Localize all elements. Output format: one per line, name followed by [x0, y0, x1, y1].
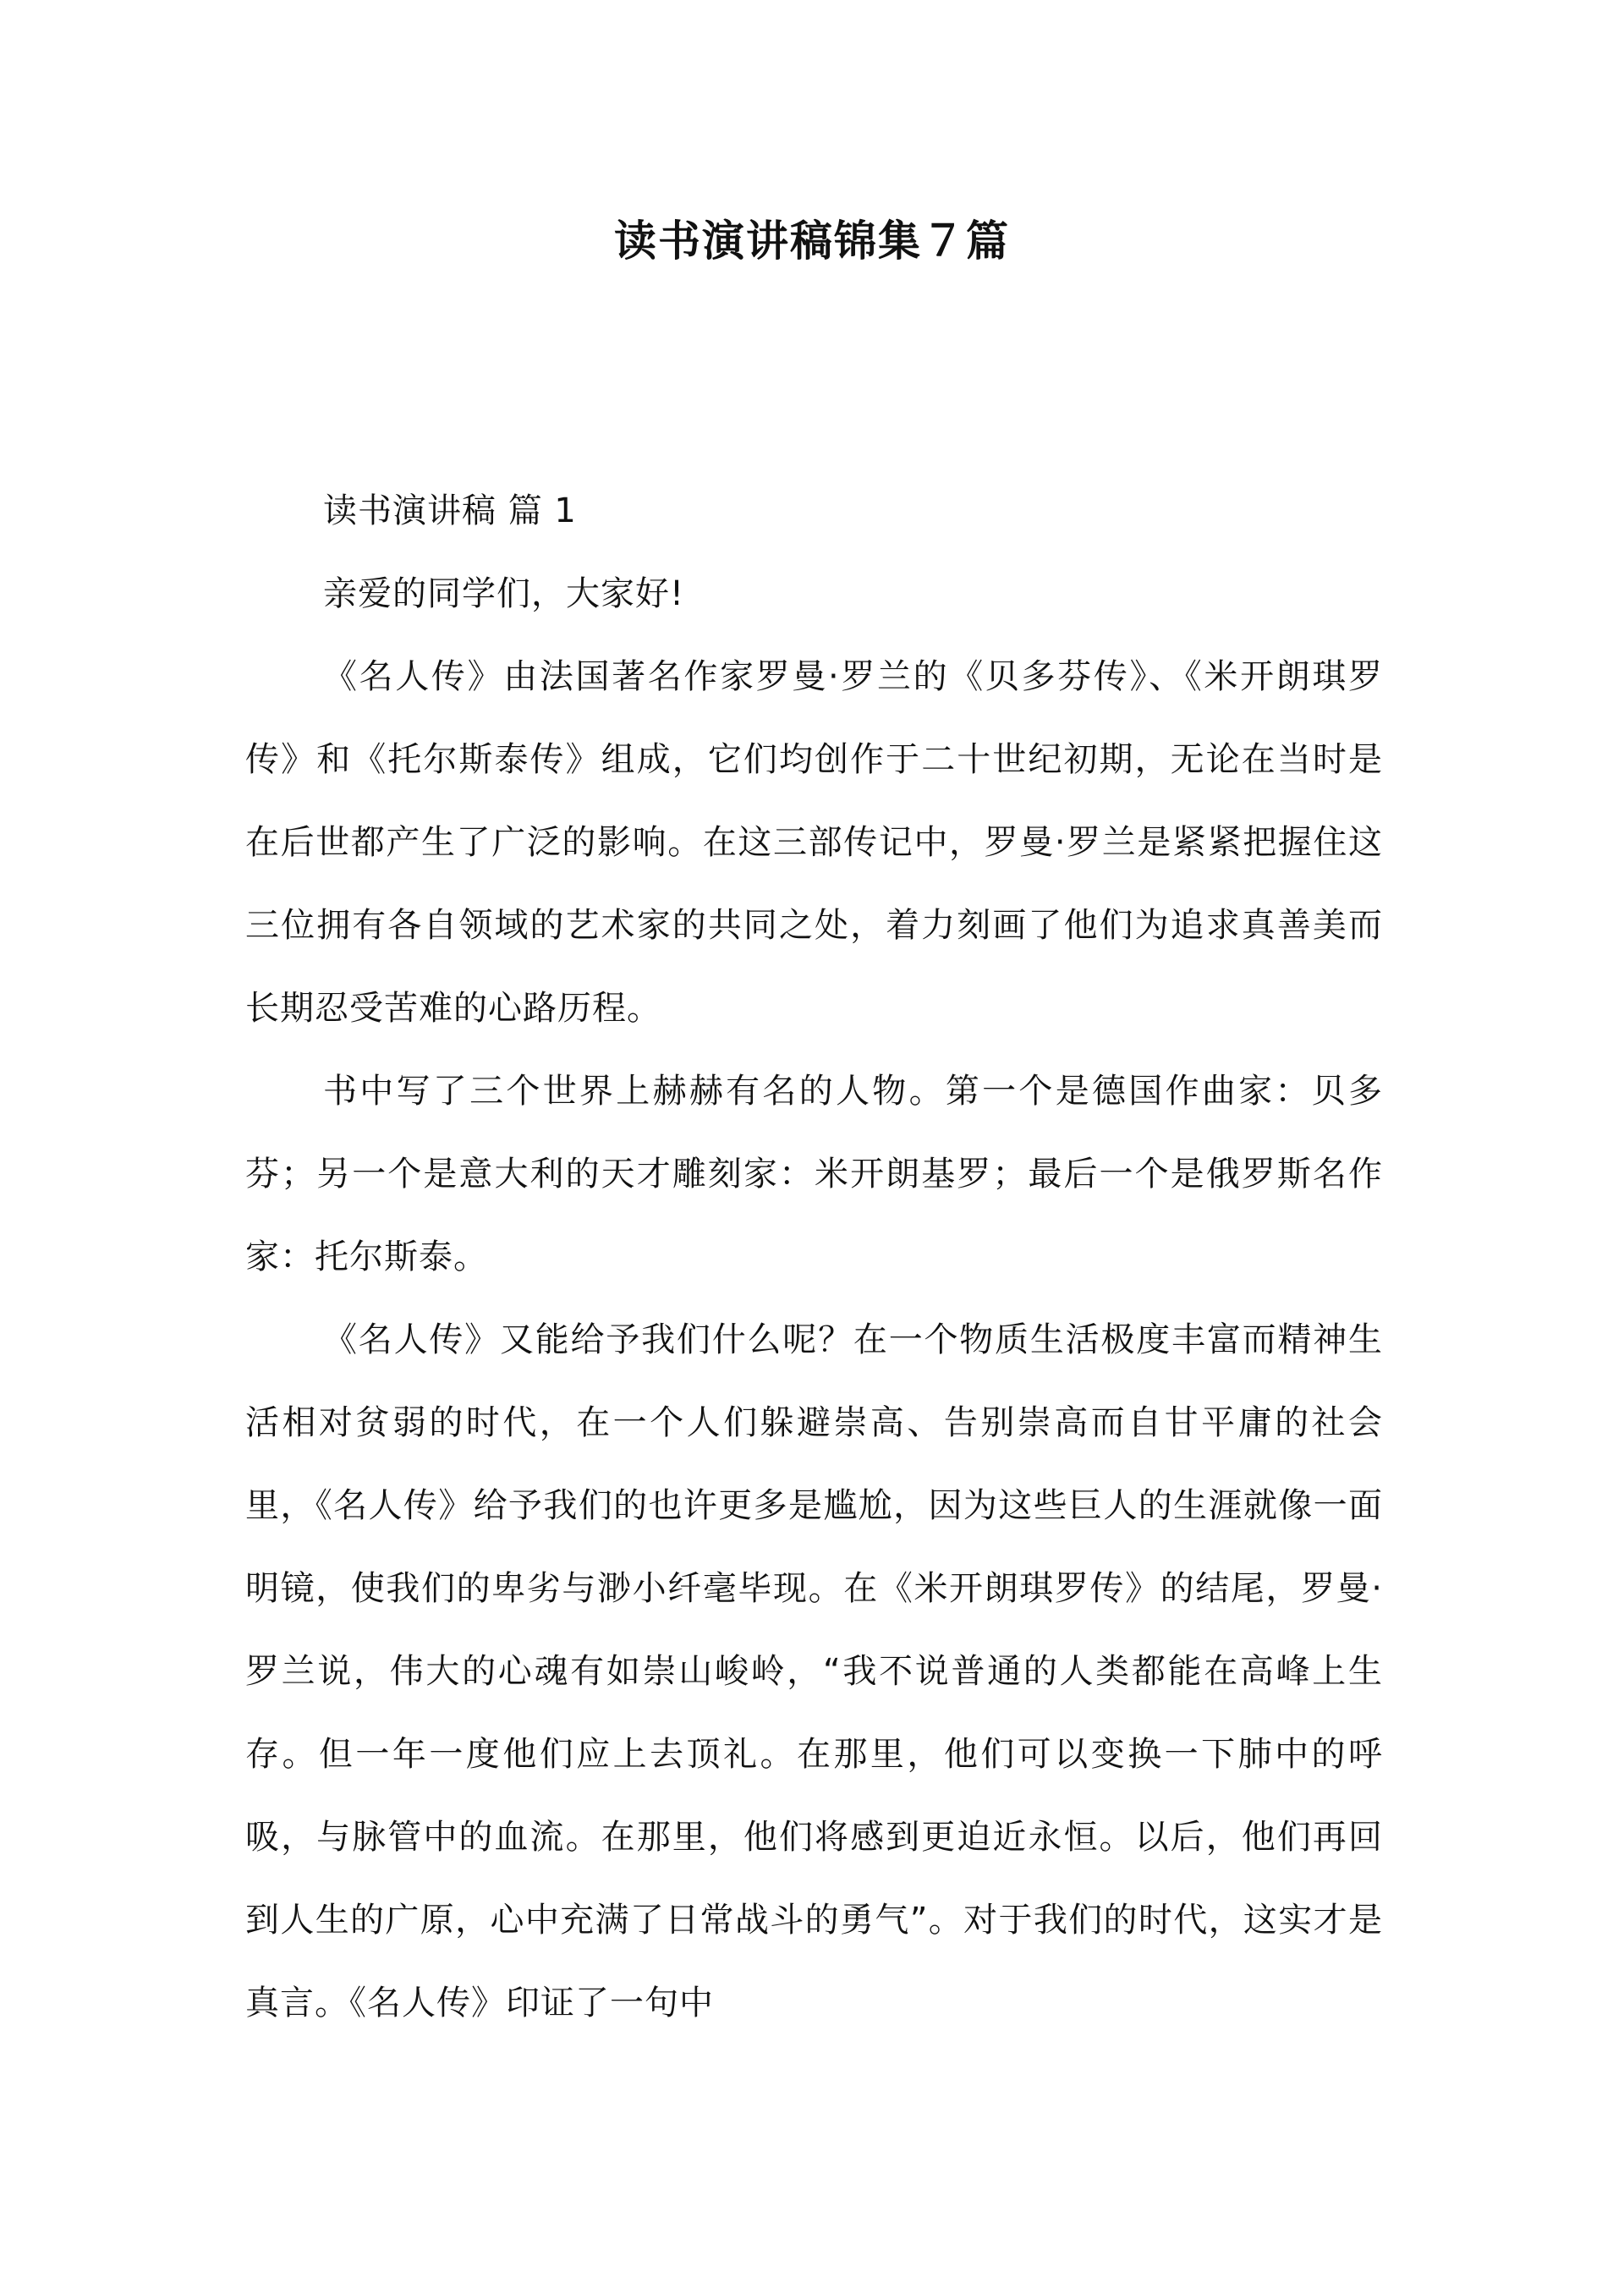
document-body [245, 469, 1383, 2044]
paragraph-characters: 书中写了三个世界上赫赫有名的人物。第一个是德国作曲家：贝多芬；另一个是意大利的天才雕刻家：米开朗基罗；最后一个是俄罗斯名作家：托尔斯泰。 [245, 1072, 1383, 1276]
section-heading: 读书演讲稿 篇 1 [323, 491, 577, 530]
paragraph-greeting: 亲爱的同学们，大家好! [323, 574, 685, 613]
document-title: 读书演讲稿锦集７篇 [614, 216, 1010, 266]
paragraph-intro: 《名人传》由法国著名作家罗曼·罗兰的《贝多芬传》、《米开朗琪罗传》和《托尔斯泰传》组成，它们均创作于二十世纪初期，无论在当时是在后世都产生了广泛的影响。在这三部传记中，罗曼·罗兰是紧紧把握住这三位拥有各自领域的艺术家的共同之处，着力刻画了他们为追求真善美而长期忍受苦难的心路历程。 [245, 657, 1383, 1028]
paragraph-reflection: 《名人传》又能给予我们什么呢？在一个物质生活极度丰富而精神生活相对贫弱的时代，在一个人们躲避崇高、告别崇高而自甘平庸的社会里，《名人传》给予我们的也许更多是尴尬，因为这些巨人的生涯就像一面明镜，使我们的卑劣与渺小纤毫毕现。在《米开朗琪罗传》的结尾，罗曼·罗兰说，伟大的心魂有如崇山峻岭，“我不说普通的人类都能在高峰上生存。但一年一度他们应上去顶礼。在那里，他们可以变换一下肺中的呼吸，与脉管中的血流。在那里，他们将感到更迫近永恒。以后，他们再回到人生的广原，心中充满了日常战斗的勇气”。对于我们的时代，这实才是真言。《名人传》印证了一句中 [245, 1320, 1383, 2022]
